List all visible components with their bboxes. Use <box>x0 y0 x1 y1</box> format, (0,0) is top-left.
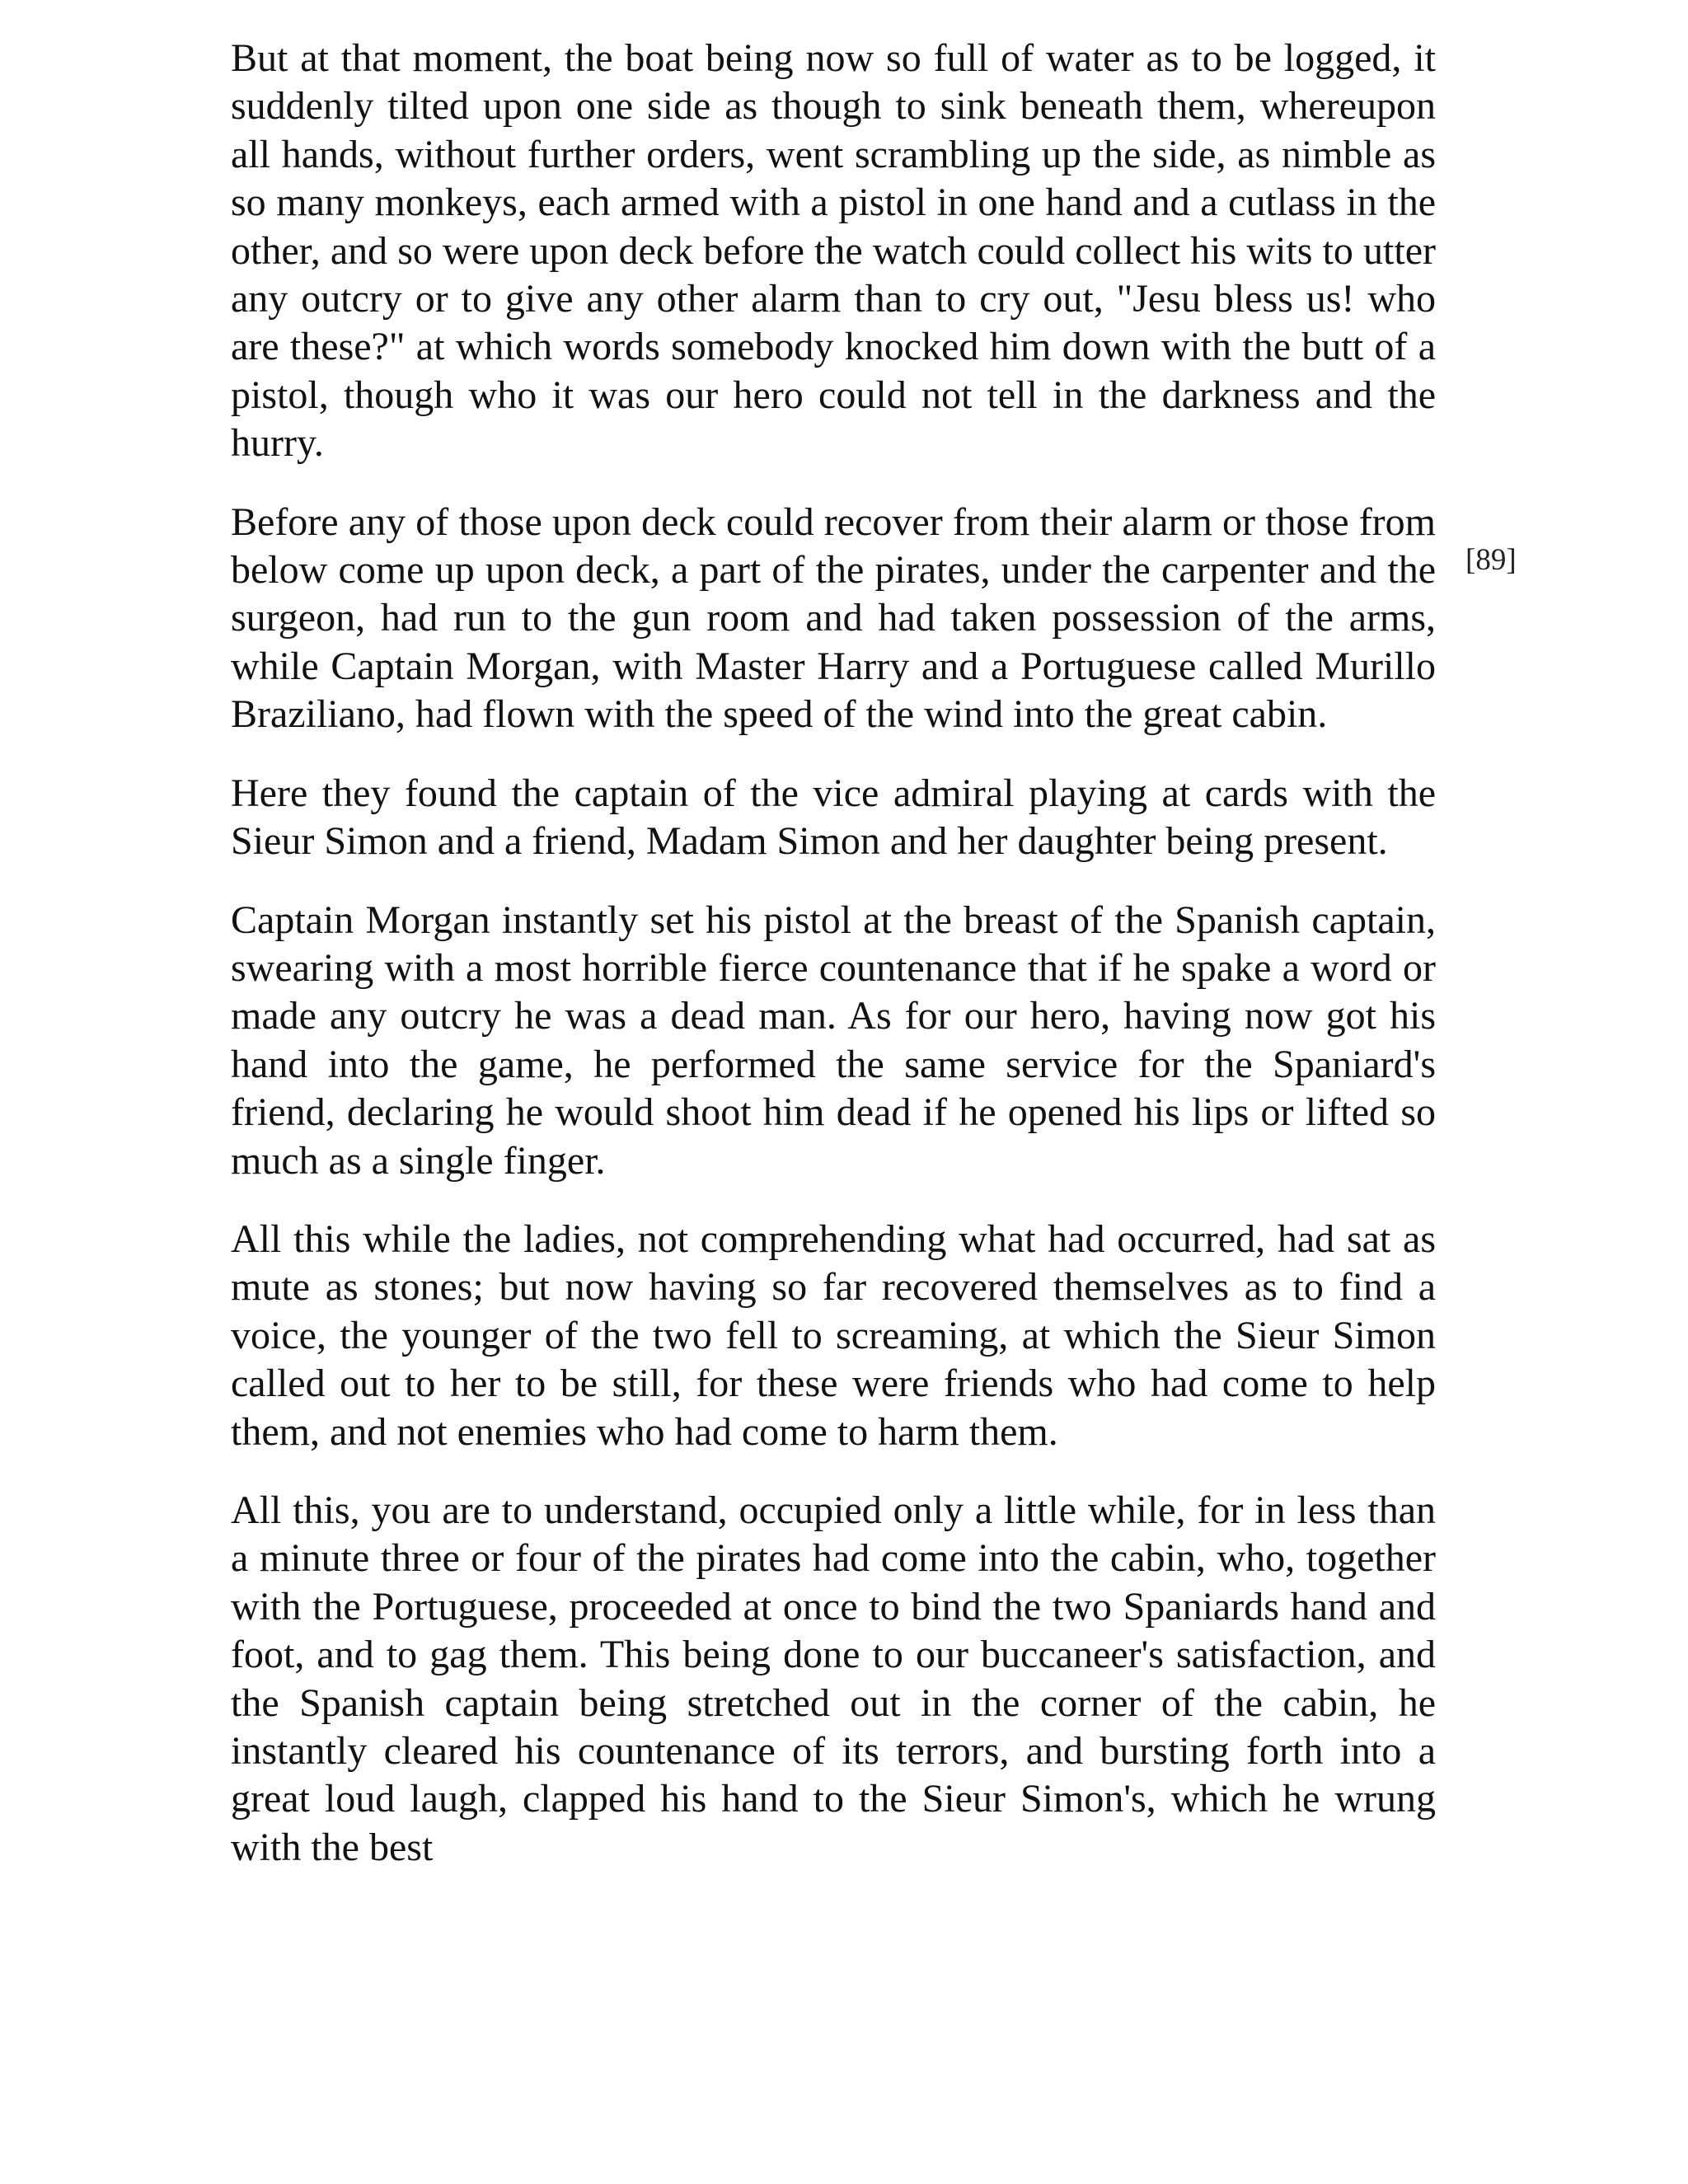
page-number-marker: [89] <box>1465 543 1517 577</box>
paragraph-2: Before any of those upon deck could recover from their alarm or those from below come up upon deck, a part of the pirates, under the carpenter and the surgeon, had run to the gun room and had taken possession of the arms, while Captain Morgan, with Master Harry and a Portuguese called Murillo Braziliano, had flown with the speed of the wind into the great cabin. <box>231 499 1436 737</box>
body-text <box>231 35 1436 1902</box>
paragraph-3: Here they found the captain of the vice admiral playing at cards with the Sieur Simon and a friend, Madam Simon and her daughter being present. <box>231 771 1436 864</box>
paragraph-4: Captain Morgan instantly set his pistol at the breast of the Spanish captain, swearing with a most horrible fierce countenance that if he spake a word or made any outcry he was a dead man. As for our hero, having now got his hand into the game, he performed the same service for the Spaniard's friend, declaring he would shoot him dead if he opened his lips or lifted so much as a single finger. <box>231 898 1436 1183</box>
paragraph-6: All this, you are to understand, occupied only a little while, for in less than a minute three or four of the pirates had come into the cabin, who, together with the Portuguese, proceeded at once to bind the two Spaniards hand and foot, and to gag them. This being done to our buccaneer's satisfaction, and the Spanish captain being stretched out in the corner of the cabin, he instantly cleared his countenance of its terrors, and bursting forth into a great loud laugh, clapped his hand to the Sieur Simon's, which he wrung with the best <box>231 1488 1436 1869</box>
paragraph-1: But at that moment, the boat being now so full of water as to be logged, it suddenly tilted upon one side as though to sink beneath them, whereupon all hands, without further orders, went scrambling up the side, as nimble as so many monkeys, each armed with a pistol in one hand and a cutlass in the other, and so were upon deck before the watch could collect his wits to utter any outcry or to give any other alarm than to cry out, "Jesu bless us! who are these?" at which words somebody knocked him down with the butt of a pistol, though who it was our hero could not tell in the darkness and the hurry. <box>231 36 1436 466</box>
paragraph-5: All this while the ladies, not comprehending what had occurred, had sat as mute as stones; but now having so far recovered themselves as to find a voice, the younger of the two fell to screaming, at which the Sieur Simon called out to her to be still, for these were friends who had come to help them, and not enemies who had come to harm them. <box>231 1216 1436 1454</box>
